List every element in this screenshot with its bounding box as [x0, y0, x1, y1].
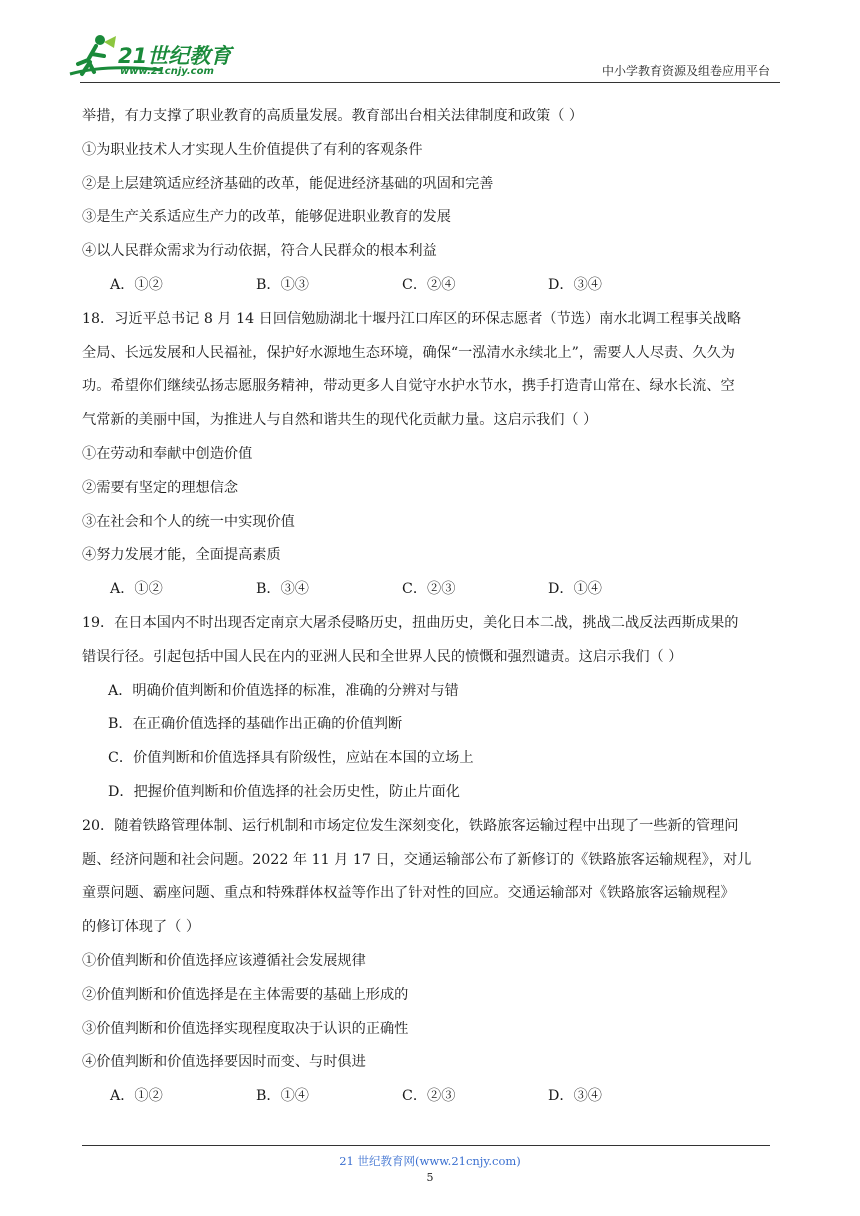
q20-statement: ③价值判断和价值选择实现程度取决于认识的正确性	[82, 1020, 409, 1037]
q18-statement: ④努力发展才能，全面提高素质	[82, 547, 281, 564]
q18-option-d: D．①④	[548, 581, 602, 598]
q17-statement: ④以人民群众需求为行动依据，符合人民群众的根本利益	[82, 243, 437, 260]
q19-stem-line: 错误行径。引起包括中国人民在内的亚洲人民和全世界人民的愤慨和强烈谴责。这启示我们（ ）	[82, 648, 683, 665]
q18-statement: ③在社会和个人的统一中实现价值	[82, 513, 295, 530]
q20-option-d: D．③④	[548, 1088, 602, 1105]
q18-option-c: C．②③	[402, 581, 456, 598]
q18-stem-line: 气常新的美丽中国，为推进人与自然和谐共生的现代化贡献力量。这启示我们（ ）	[82, 412, 598, 429]
q19-stem-line: 19．在日本国内不时出现否定南京大屠杀侵略历史，扭曲历史，美化日本二战，挑战二战反法西斯成果的	[82, 614, 739, 631]
q20-stem-line: 的修订体现了（ ）	[82, 919, 201, 936]
logo-text: 21世纪教育	[118, 44, 232, 68]
page-header	[0, 0, 860, 84]
q20-stem-line: 童票问题、霸座问题、重点和特殊群体权益等作出了针对性的回应。交通运输部对《铁路旅客运输规程》	[82, 885, 735, 902]
q20-options	[82, 1080, 782, 1114]
q18-stem-line: 功。希望你们继续弘扬志愿服务精神，带动更多人自觉守水护水节水，携手打造青山常在、绿水长流、空	[82, 378, 735, 395]
footer-divider	[82, 1145, 770, 1146]
q19-option-c: C．价值判断和价值选择具有阶级性，应站在本国的立场上	[108, 750, 474, 767]
q18-stem-line: 18．习近平总书记 8 月 14 日回信勉励湖北十堰丹江口库区的环保志愿者（节选）南水北调工程事关战略	[82, 310, 742, 327]
footer-site-link[interactable]: 21 世纪教育网(www.21cnjy.com)	[339, 1154, 521, 1168]
page-number: 5	[426, 1171, 434, 1184]
logo-url: www.21cnjy.com	[120, 66, 214, 77]
q17-options	[82, 269, 782, 303]
q18-statement: ②需要有坚定的理想信念	[82, 479, 239, 496]
q17-option-b: B．①③	[256, 276, 309, 293]
q20-option-b: B．①④	[256, 1088, 309, 1105]
q19-option-a: A．明确价值判断和价值选择的标准，准确的分辨对与错	[108, 682, 459, 699]
q17-statement: ③是生产关系适应生产力的改革，能够促进职业教育的发展	[82, 209, 451, 226]
q19-option-b: B．在正确价值选择的基础作出正确的价值判断	[108, 716, 403, 733]
q17-option-c: C．②④	[402, 276, 456, 293]
q20-stem-line: 20．随着铁路管理体制、运行机制和市场定位发生深刻变化，铁路旅客运输过程中出现了一些新的管理问	[82, 817, 739, 834]
q20-stem-line: 题、经济问题和社会问题。2022 年 11 月 17 日，交通运输部公布了新修订的《铁路旅客运输规程》，对儿	[82, 851, 752, 868]
q18-stem-line: 全局、长远发展和人民福祉，保护好水源地生态环境，确保“一泓清水永续北上”，需要人人尽责、久久为	[82, 344, 735, 361]
q17-statement: ①为职业技术人才实现人生价值提供了有利的客观条件	[82, 141, 423, 158]
q20-option-a: A．①②	[110, 1088, 163, 1105]
q17-option-a: A．①②	[110, 276, 163, 293]
q20-statement: ④价值判断和价值选择要因时而变、与时俱进	[82, 1054, 366, 1071]
q20-statement: ②价值判断和价值选择是在主体需要的基础上形成的	[82, 986, 409, 1003]
header-divider	[80, 82, 780, 83]
q17-stem-line: 举措，有力支撑了职业教育的高质量发展。教育部出台相关法律制度和政策（ ）	[82, 108, 584, 124]
q18-options	[82, 573, 782, 607]
question-content	[82, 100, 782, 1114]
q17-option-d: D．③④	[548, 276, 602, 293]
q18-option-b: B．③④	[256, 581, 309, 598]
q19-option-d: D．把握价值判断和价值选择的社会历史性，防止片面化	[108, 783, 460, 800]
q18-option-a: A．①②	[110, 581, 163, 598]
q20-option-c: C．②③	[402, 1088, 456, 1105]
q20-statement: ①价值判断和价值选择应该遵循社会发展规律	[82, 952, 366, 969]
platform-name: 中小学教育资源及组卷应用平台	[601, 64, 770, 78]
q17-statement: ②是上层建筑适应经济基础的改革，能促进经济基础的巩固和完善	[82, 175, 494, 192]
q18-statement: ①在劳动和奉献中创造价值	[82, 445, 253, 462]
